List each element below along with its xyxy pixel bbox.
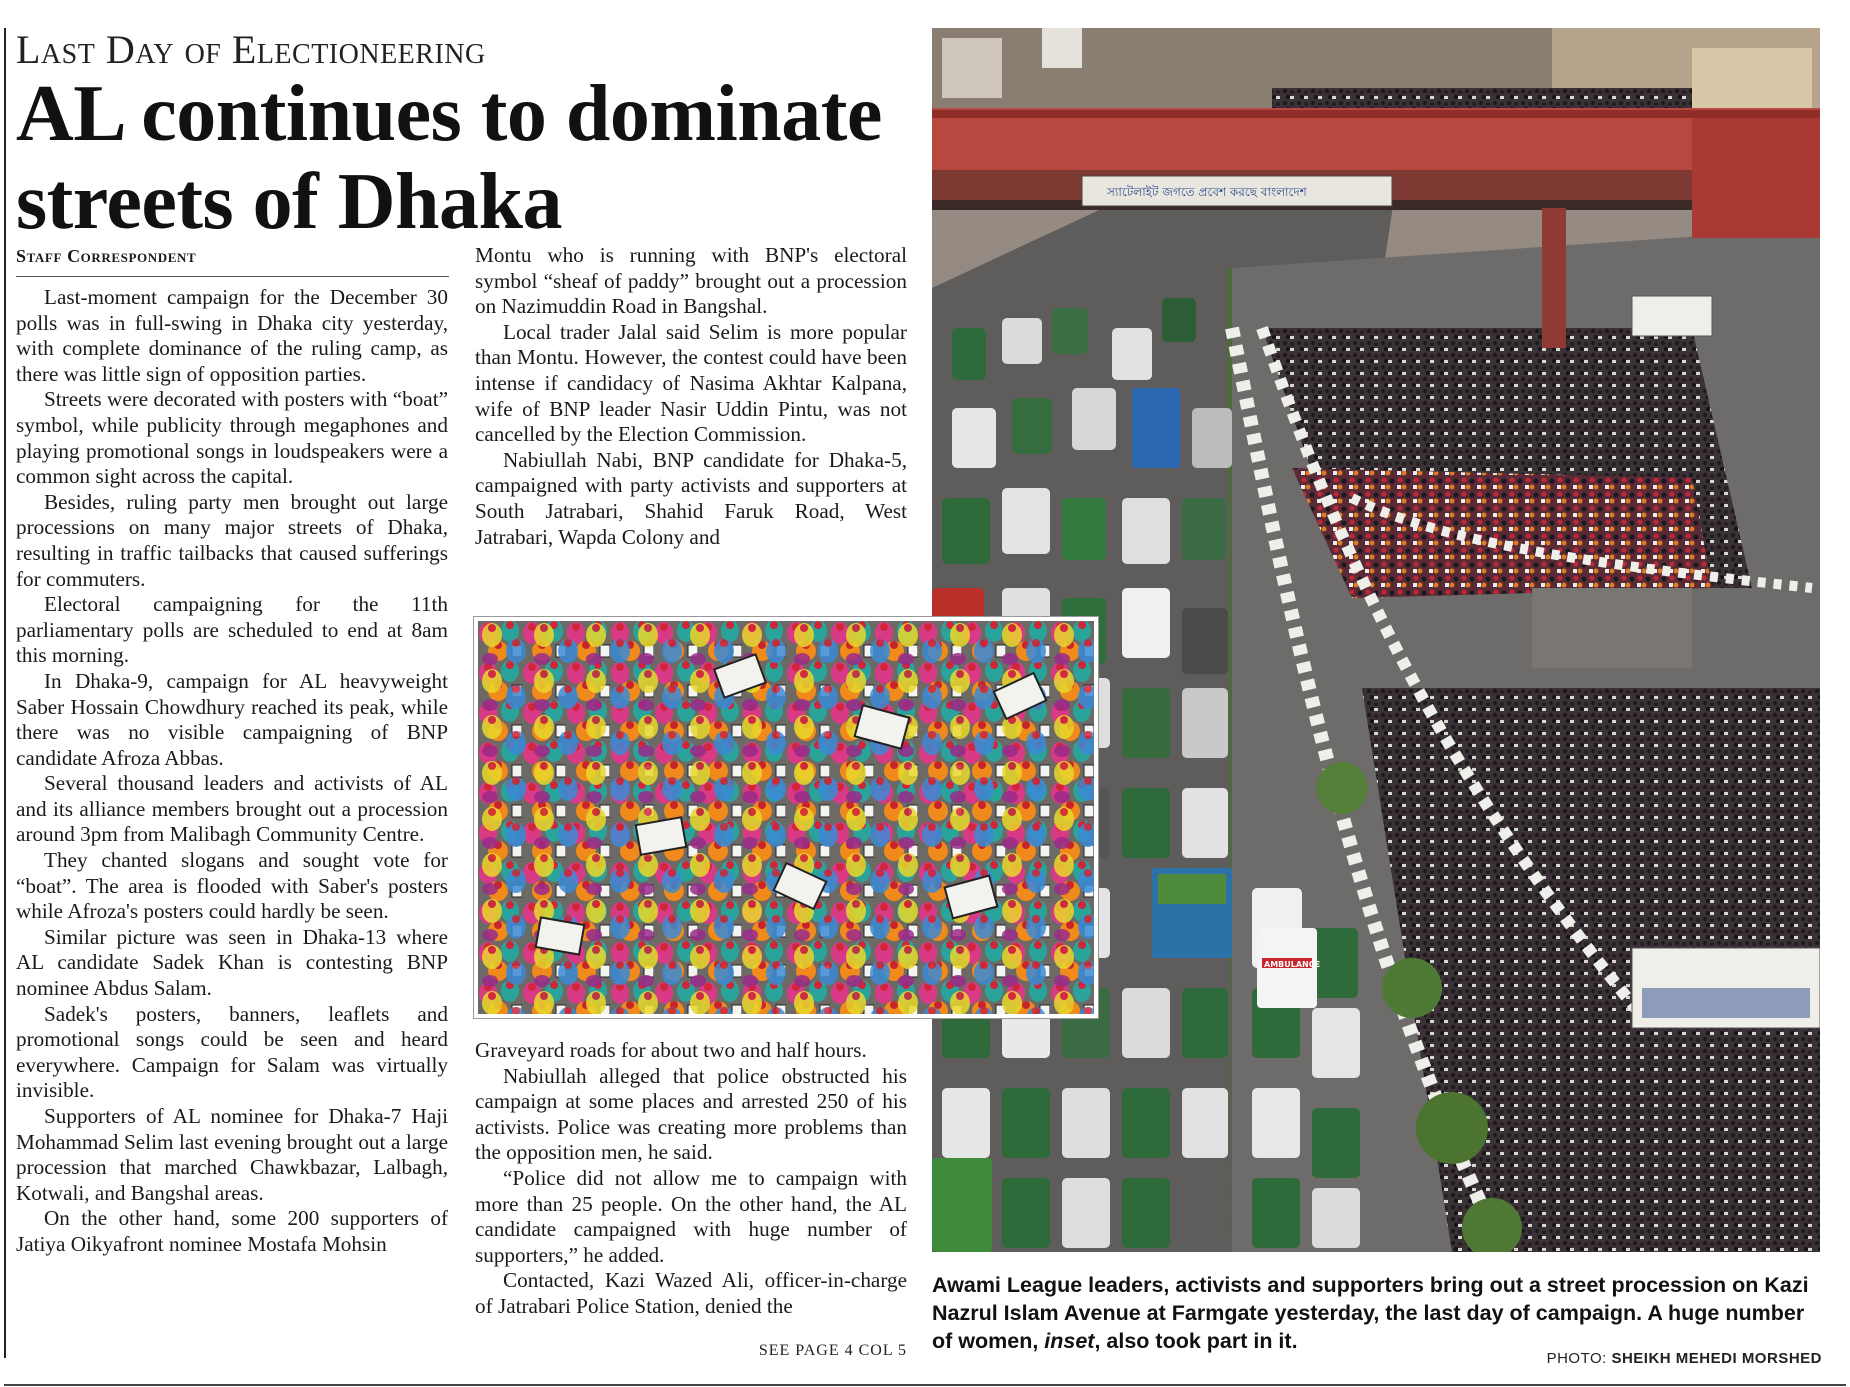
kicker: Last Day of Electioneering [16,27,486,72]
credit-label: PHOTO: [1546,1350,1607,1367]
article-column-1 [16,285,448,1258]
inset-photo [474,617,1098,1018]
paragraph: In Dhaka-9, campaign for AL heavyweight Saber Hossain Chowdhury reached its peak, while there was no visible campaigning of BNP candidate Afroza Abbas. [16,668,448,770]
paragraph: Nabiullah Nabi, BNP candidate for Dhaka-5, campaigned with party activists and supporters at South Jatrabari, Shahid Faruk Road, West Jatrabari, Wapda Colony and [475,447,907,549]
paragraph: Streets were decorated with posters with “boat” symbol, while publicity through megaphones and playing promotional songs in loudspeakers were a common sight across the capital. [16,387,448,489]
bridge-banner-text: স্যাটেলাইট জগতে প্রবেশ করছে বাংলাদেশ [1107,185,1307,199]
paragraph: Supporters of AL nominee for Dhaka-7 Haji Mohammad Selim last evening brought out a large procession that marched Chawkbazar, Lalbagh, Kotwali, and Bangshal areas. [16,1104,448,1205]
headline: AL continues to dominate streets of Dhaka [16,70,882,246]
byline: Staff Correspondent [16,246,197,266]
paragraph: They chanted slogans and sought vote for “boat”. The area is flooded with Saber's posters while Afroza's posters could hardly be seen. [16,848,448,924]
paragraph: Local trader Jalal said Selim is more popular than Montu. However, the contest could have been intense if candidacy of Nasima Akhtar Kalpana, wife of BNP leader Nasir Uddin Pintu, was not cancelled by the Election Commission. [475,319,907,447]
photo-credit [1519,1350,1822,1367]
paragraph: Montu who is running with BNP's electoral symbol “sheaf of paddy” brought out a procession on Nazimuddin Road in Bangshal. [475,243,907,319]
paragraph: Graveyard roads for about two and half hours. [475,1038,867,1062]
paragraph: “Police did not allow me to campaign with more than 25 people. On the other hand, the AL candidate campaigned with huge number of supporters,” he added. [475,1165,907,1267]
paragraph: Contacted, Kazi Wazed Ali, officer-in-charge of Jatrabari Police Station, denied the [475,1268,907,1318]
ambulance-label: AMBULANCE [1264,960,1321,969]
paragraph: Electoral campaigning for the 11th parliamentary polls are scheduled to end at 8am this morning. [16,592,448,668]
paragraph: Last-moment campaign for the December 30 polls was in full-swing in Dhaka city yesterday, with complete dominance of the ruling camp, as there was little sign of opposition parties. [16,285,448,386]
caption-text-end: , also took part in it. [1094,1329,1298,1353]
paragraph: Several thousand leaders and activists of AL and its alliance members brought out a procession around 3pm from Malibagh Community Centre. [16,771,448,847]
left-border-rule [4,28,6,1358]
photo-caption [932,1271,1822,1355]
credit-name: SHEIKH MEHEDI MORSHED [1611,1350,1822,1367]
paragraph: Similar picture was seen in Dhaka-13 where AL candidate Sadek Khan is contesting BNP nominee Abdus Salam. [16,924,448,1001]
paragraph: Besides, ruling party men brought out large processions on many major streets of Dhaka, resulting in traffic tailbacks that caused sufferings for commuters. [16,489,448,591]
article-column-2-bottom [475,1038,907,1320]
paragraph: Sadek's posters, banners, leaflets and promotional songs could be seen and heard everywhere. Campaign for Salam was virtually invisible. [16,1001,448,1103]
inset-photo-illustration [478,621,1094,1014]
paragraph: Nabiullah alleged that police obstructed his campaign at some places and arrested 250 of his activists. Police was creating more problems than the opposition men, he said. [475,1063,907,1165]
procession-women [1292,468,1712,598]
byline-divider [16,276,449,277]
ambulance [1257,928,1320,1008]
caption-text: Awami League leaders, activists and supporters bring out a street procession on Kazi Nazrul Islam Avenue at Farmgate yesterday, the last day of campaign. A huge number of women, [932,1273,1809,1353]
jump-line: SEE PAGE 4 COL 5 [758,1342,907,1359]
article-column-2-top [475,243,907,550]
paragraph: On the other hand, some 200 supporters of Jatiya Oikyafront nominee Mostafa Mohsin [16,1206,448,1256]
bottom-border-rule [4,1384,1846,1386]
caption-inset-word: inset [1044,1329,1095,1353]
